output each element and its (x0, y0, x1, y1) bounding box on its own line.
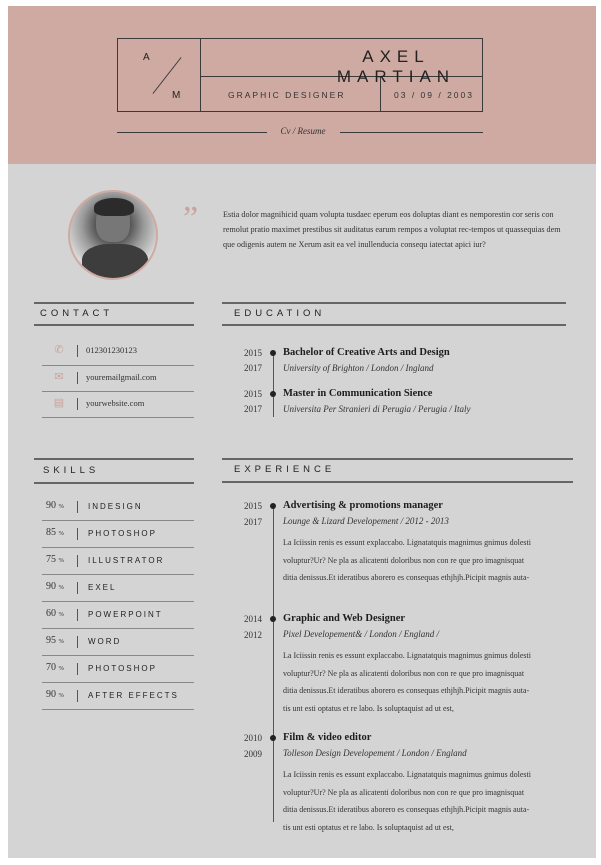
skills-heading: SKILLS (43, 465, 100, 476)
job-title: GRAPHIC DESIGNER (228, 90, 346, 100)
desc-line: ditia denissus.Et ideratibus aborero es consequas ethjhjh.Picipit magnis auta- (283, 573, 530, 582)
experience-rule-bottom (222, 481, 573, 483)
skill-percent (46, 554, 64, 565)
skill-name: PHOTOSHOP (88, 664, 157, 673)
divider (77, 372, 78, 384)
exp-description (283, 766, 568, 836)
exp-description (283, 647, 568, 717)
photo-body (82, 244, 148, 280)
initial-top: A (143, 52, 150, 63)
divider (77, 663, 78, 675)
education-heading: EDUCATION (234, 308, 326, 319)
skill-name: AFTER EFFECTS (88, 691, 179, 700)
skill-percent (46, 581, 64, 592)
divider (77, 609, 78, 621)
quote-icon: ” (183, 200, 199, 237)
web-icon: ▤ (53, 397, 65, 409)
edu-title: Master in Communication Sience (283, 388, 433, 399)
exp-company: Pixel Developement& / London / England / (283, 629, 439, 639)
profile-photo (68, 190, 158, 280)
percent-symbol: % (58, 692, 64, 699)
edu-end-year: 2017 (244, 404, 262, 414)
exp-end-year: 2017 (244, 517, 262, 527)
exp-title: Advertising & promotions manager (283, 500, 443, 511)
contact-separator (42, 417, 194, 418)
skills-rule-bottom (34, 482, 194, 484)
edu-title: Bachelor of Creative Arts and Design (283, 347, 450, 358)
divider (77, 528, 78, 540)
divider (77, 582, 78, 594)
desc-line: tis unt esti optatus et re labo. Is soluptaquist ad ut est, (283, 822, 454, 832)
cv-label: Cv / Resume (280, 126, 326, 136)
cv-line-left (117, 132, 267, 133)
edu-end-year: 2017 (244, 363, 262, 373)
skill-percent-value: 90 (46, 500, 56, 511)
experience-heading: EXPERIENCE (234, 464, 336, 475)
edu-school: Universita Per Stranieri di Perugia / Perugia / Italy (283, 404, 471, 414)
desc-line: La Iciissin renis es essunt explaccabo. Lignatatquis magnimus gnimus dolesti (283, 651, 531, 660)
birth-date: 03 / 09 / 2003 (394, 90, 474, 100)
phone-number: 012301230123 (86, 345, 137, 355)
experience-rule-top (222, 458, 573, 460)
skill-separator (42, 520, 194, 521)
timeline-dot (270, 735, 276, 741)
skill-separator (42, 574, 194, 575)
edu-start-year: 2015 (244, 389, 262, 399)
divider (77, 555, 78, 567)
divider (77, 501, 78, 513)
education-rule-bottom (222, 324, 566, 326)
exp-start-year: 2010 (244, 733, 262, 743)
percent-symbol: % (58, 638, 64, 645)
timeline-dot (270, 616, 276, 622)
education-timeline (273, 351, 274, 417)
percent-symbol: % (58, 557, 64, 564)
frame-divider (200, 39, 201, 111)
person-name: AXEL MARTIAN (336, 47, 456, 86)
monogram-slash (152, 57, 181, 94)
skill-name: ILLUSTRATOR (88, 556, 165, 565)
skill-percent-value: 60 (46, 608, 56, 619)
percent-symbol: % (58, 584, 64, 591)
desc-line: La Iciissin renis es essunt explaccabo. Lignatatquis magnimus gnimus dolesti (283, 770, 531, 779)
email-address: youremailgmail.com (86, 372, 157, 382)
exp-company: Tolleson Design Developement / London / England (283, 748, 467, 758)
header-frame (117, 38, 483, 112)
edu-start-year: 2015 (244, 348, 262, 358)
skills-rule-top (34, 458, 194, 460)
skill-percent (46, 608, 64, 619)
desc-line: voluptur?Ur? Ne pla as alicatenti doloribus non con re que pro imagnisquat (283, 555, 525, 565)
photo-hair (94, 198, 134, 216)
header-band (8, 6, 596, 164)
skill-separator (42, 709, 194, 710)
divider (77, 398, 78, 410)
desc-line: voluptur?Ur? Ne pla as alicatenti doloribus non con re que pro imagnisquat (283, 668, 525, 678)
contact-rule-top (34, 302, 194, 304)
desc-line: tis unt esti optatus et re labo. Is soluptaquist ad ut est, (283, 703, 454, 713)
skill-percent (46, 500, 64, 511)
cv-line-right (340, 132, 483, 133)
experience-timeline (273, 506, 274, 822)
skill-percent-value: 90 (46, 689, 56, 700)
timeline-dot (270, 503, 276, 509)
percent-symbol: % (58, 665, 64, 672)
desc-line: La Iciissin renis es essunt explaccabo. Lignatatquis magnimus gnimus dolesti (283, 538, 531, 547)
skill-separator (42, 682, 194, 683)
skill-percent (46, 689, 64, 700)
skill-separator (42, 655, 194, 656)
desc-line: ditia denissus.Et ideratibus aborero es consequas ethjhjh.Picipit magnis auta- (283, 805, 530, 814)
percent-symbol: % (58, 503, 64, 510)
edu-school: University of Brighton / London / Ingland (283, 363, 434, 373)
divider (77, 345, 78, 357)
exp-start-year: 2014 (244, 614, 262, 624)
exp-title: Film & video editor (283, 732, 372, 743)
exp-description (283, 534, 568, 587)
resume-page (8, 6, 596, 858)
skill-percent-value: 90 (46, 581, 56, 592)
mail-icon: ✉ (54, 371, 64, 383)
skill-name: EXEL (88, 583, 117, 592)
skill-percent-value: 75 (46, 554, 56, 565)
contact-rule-bottom (34, 324, 194, 326)
skill-separator (42, 547, 194, 548)
percent-symbol: % (58, 530, 64, 537)
exp-title: Graphic and Web Designer (283, 613, 406, 624)
phone-icon: ✆ (54, 344, 64, 356)
skill-percent-value: 70 (46, 662, 56, 673)
timeline-dot (270, 391, 276, 397)
contact-separator (42, 365, 194, 366)
timeline-dot (270, 350, 276, 356)
divider (77, 636, 78, 648)
website-url: yourwebsite.com (86, 398, 145, 408)
skill-percent-value: 85 (46, 527, 56, 538)
contact-separator (42, 391, 194, 392)
exp-company: Lounge & Lizard Developement / 2012 - 2013 (283, 516, 449, 526)
exp-end-year: 2012 (244, 630, 262, 640)
skill-percent (46, 527, 64, 538)
skill-separator (42, 628, 194, 629)
contact-heading: CONTACT (40, 308, 114, 319)
divider (77, 690, 78, 702)
education-rule-top (222, 302, 566, 304)
skill-percent (46, 635, 64, 646)
desc-line: ditia denissus.Et ideratibus aborero es consequas ethjhjh.Picipit magnis auta- (283, 686, 530, 695)
intro-text: Estia dolor magnihicid quam volupta tusdaec eperum eos doluptas diant es nemporestin cor seris con remolut pratio maximet prestibus sit auditatus earum rempos a voluptat rec-tempos ut quassequias dem que odigenis autem ne Xerum asit ea vel inullenducia consequ iatectat apici iur? (223, 210, 561, 249)
skill-percent-value: 95 (46, 635, 56, 646)
skill-separator (42, 601, 194, 602)
initial-bottom: M (172, 90, 181, 101)
skill-name: PHOTOSHOP (88, 529, 157, 538)
desc-line: voluptur?Ur? Ne pla as alicatenti doloribus non con re que pro imagnisquat (283, 787, 525, 797)
skill-name: INDESIGN (88, 502, 143, 511)
percent-symbol: % (58, 611, 64, 618)
exp-start-year: 2015 (244, 501, 262, 511)
skill-name: POWERPOINT (88, 610, 163, 619)
skill-name: WORD (88, 637, 122, 646)
skill-percent (46, 662, 64, 673)
exp-end-year: 2009 (244, 749, 262, 759)
